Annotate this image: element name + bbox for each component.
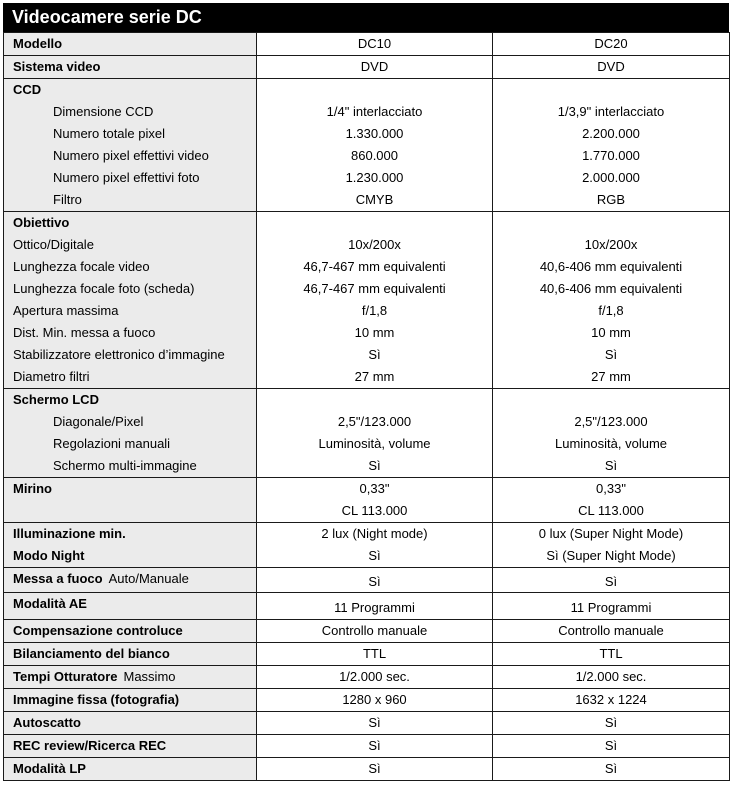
column-header-dc20: DC20: [493, 33, 730, 56]
spec-value-dc10: 27 mm: [354, 369, 395, 384]
spec-value-dc10: f/1,8: [361, 303, 388, 318]
spec-value-dc10-cell: [257, 523, 493, 568]
spec-label: Schermo LCD: [13, 392, 99, 407]
spec-group: [4, 523, 730, 568]
spec-value-dc10: 1/4" interlacciato: [326, 104, 423, 119]
spec-label: Mirino: [13, 481, 52, 496]
spec-label-cell: [4, 56, 257, 79]
spec-group: [4, 79, 730, 212]
spec-label-cell: [4, 568, 257, 593]
column-header-model: Modello: [4, 33, 257, 56]
spec-value-dc10: 1.230.000: [345, 170, 404, 185]
spec-label: Numero totale pixel: [53, 126, 165, 141]
spec-label-cell: [4, 79, 257, 212]
spec-label: CCD: [13, 82, 42, 97]
spec-value-dc10: 1/2.000 sec.: [339, 669, 410, 684]
spec-value-dc10-cell: [257, 79, 493, 212]
spec-value-dc20: Sì: [604, 738, 618, 753]
spec-value-dc20-cell: [493, 712, 730, 735]
spec-value-dc20: 1/3,9" interlacciato: [557, 104, 665, 119]
spec-value-dc10: [257, 79, 492, 101]
spec-label: Dimensione CCD: [53, 104, 154, 119]
spec-value-dc10-cell: [257, 735, 493, 758]
spec-label: Modalità LP: [13, 761, 86, 776]
spec-label: Numero pixel effettivi foto: [53, 170, 200, 185]
spec-value-dc10: Sì: [368, 715, 381, 730]
spec-value-dc20-cell: [493, 689, 730, 712]
spec-value-dc10-cell: [257, 666, 493, 689]
spec-value-dc10: 10x/200x: [348, 237, 401, 252]
spec-value-dc20: [493, 79, 729, 101]
spec-value-dc10-cell: [257, 212, 493, 389]
spec-label: Compensazione controluce: [13, 623, 183, 638]
spec-value-dc10: Luminosità, volume: [318, 436, 431, 451]
spec-group: [4, 568, 730, 593]
spec-label: REC review/Ricerca REC: [13, 738, 167, 753]
spec-value-dc20: 2.000.000: [582, 170, 640, 185]
spec-value-dc10: [257, 389, 492, 411]
spec-value-dc10: 0,33": [359, 481, 390, 496]
spec-label: Immagine fissa (fotografia): [13, 692, 180, 707]
spec-value-dc20: 1632 x 1224: [575, 692, 647, 707]
spec-value-dc10: Sì: [368, 738, 381, 753]
spec-value-dc20: 2.200.000: [582, 126, 640, 141]
spec-value-dc20: Luminosità, volume: [555, 436, 667, 451]
spec-value-dc10: 860.000: [351, 148, 398, 163]
spec-label-cell: [4, 523, 257, 568]
spec-group: [4, 712, 730, 735]
spec-value-dc20: [493, 389, 729, 411]
spec-label: Autoscatto: [13, 715, 81, 730]
spec-label: Tempi Otturatore: [13, 669, 118, 684]
spec-table: [3, 32, 730, 781]
spec-value-dc20: 2,5"/123.000: [574, 414, 648, 429]
spec-group: [4, 478, 730, 523]
spec-value-dc10-cell: [257, 389, 493, 478]
spec-label-cell: [4, 735, 257, 758]
spec-label: Bilanciamento del bianco: [13, 646, 170, 661]
spec-value-dc20-cell: [493, 212, 730, 389]
spec-group: [4, 735, 730, 758]
spec-value-dc20: 10 mm: [591, 325, 631, 340]
spec-value-dc20-cell: [493, 735, 730, 758]
spec-value-dc10: DVD: [360, 59, 389, 74]
spec-value-dc10: 10 mm: [354, 325, 395, 340]
spec-value-dc10: Sì: [368, 347, 381, 362]
spec-value-dc10: 2,5"/123.000: [337, 414, 412, 429]
spec-group: [4, 212, 730, 389]
spec-value-dc10: Controllo manuale: [321, 623, 428, 638]
spec-label-cell: [4, 712, 257, 735]
spec-value-dc10-cell: [257, 56, 493, 79]
spec-group: [4, 389, 730, 478]
spec-value-dc10: Sì: [368, 458, 381, 473]
spec-label: Regolazioni manuali: [53, 436, 171, 451]
spec-value-dc20: Sì: [604, 574, 618, 589]
spec-label: Ottico/Digitale: [13, 237, 94, 252]
table-header-row: [4, 33, 730, 56]
spec-value-dc20: DVD: [597, 59, 625, 74]
spec-label: Filtro: [53, 192, 82, 207]
spec-label-cell: [4, 478, 257, 523]
spec-value-dc20-cell: [493, 389, 730, 478]
page-title: Videocamere serie DC: [3, 3, 729, 32]
spec-value-dc20: Sì: [604, 458, 618, 473]
spec-value-dc20-cell: [493, 758, 730, 781]
spec-value-dc10: Sì: [368, 761, 381, 776]
spec-value-dc10-cell: [257, 712, 493, 735]
spec-label-cell: [4, 389, 257, 478]
spec-value-dc10-cell: [257, 568, 493, 593]
spec-value-dc20: 1/2.000 sec.: [575, 669, 647, 684]
spec-group: [4, 643, 730, 666]
spec-label-cell: [4, 643, 257, 666]
spec-label-cell: [4, 758, 257, 781]
spec-label-cell: [4, 689, 257, 712]
spec-value-dc10-cell: [257, 620, 493, 643]
spec-value-dc20-cell: [493, 79, 730, 212]
spec-value-dc20-cell: [493, 666, 730, 689]
spec-label: Lunghezza focale foto (scheda): [13, 281, 195, 296]
spec-label-note: Massimo: [123, 669, 176, 684]
spec-value-dc10: TTL: [362, 646, 387, 661]
spec-value-dc10: 46,7-467 mm equivalenti: [303, 259, 446, 274]
spec-label: Obiettivo: [13, 215, 70, 230]
spec-value-dc20: Sì: [604, 347, 618, 362]
spec-label-cell: [4, 620, 257, 643]
spec-value-dc20: 40,6-406 mm equivalenti: [539, 281, 683, 296]
spec-label: Numero pixel effettivi video: [53, 148, 209, 163]
spec-label: Sistema video: [13, 59, 101, 74]
spec-value-dc20: Sì (Super Night Mode): [546, 548, 676, 563]
spec-value-dc10-cell: [257, 478, 493, 523]
spec-label: Modalità AE: [13, 596, 87, 611]
spec-value-dc20: 10x/200x: [584, 237, 638, 252]
spec-label: Schermo multi-immagine: [53, 458, 197, 473]
spec-value-dc20: 0 lux (Super Night Mode): [538, 526, 684, 541]
spec-value-dc20: 0,33": [596, 481, 626, 496]
spec-value-dc10: Sì: [368, 548, 381, 563]
spec-value-dc10: 1280 x 960: [342, 692, 407, 707]
spec-label-cell: [4, 593, 257, 620]
spec-group: [4, 593, 730, 620]
spec-value-dc10: Sì: [368, 574, 381, 589]
spec-group: [4, 620, 730, 643]
spec-value-dc20: RGB: [596, 192, 626, 207]
spec-label: Illuminazione min.: [13, 526, 126, 541]
spec-value-dc10: 11 Programmi: [334, 600, 415, 615]
spec-label-cell: [4, 212, 257, 389]
spec-value-dc10-cell: [257, 593, 493, 620]
spec-value-dc20: [493, 212, 729, 234]
spec-table-body: [4, 33, 730, 781]
spec-value-dc20: Sì: [604, 761, 618, 776]
spec-label: Lunghezza focale video: [13, 259, 150, 274]
spec-value-dc20: 40,6-406 mm equivalenti: [539, 259, 683, 274]
spec-label: Modo Night: [13, 548, 85, 563]
spec-group: [4, 56, 730, 79]
spec-value-dc20: 1.770.000: [582, 148, 640, 163]
spec-value-dc10: [257, 212, 492, 234]
spec-label-note: Auto/Manuale: [108, 571, 189, 586]
spec-value-dc20-cell: [493, 643, 730, 666]
spec-group: [4, 666, 730, 689]
spec-value-dc20-cell: [493, 593, 730, 620]
spec-group: [4, 758, 730, 781]
spec-label: Diagonale/Pixel: [53, 414, 144, 429]
spec-value-dc20: CL 113.000: [578, 503, 644, 518]
spec-value-dc20-cell: [493, 478, 730, 523]
spec-value-dc10: 46,7-467 mm equivalenti: [303, 281, 446, 296]
spec-label-cell: [4, 666, 257, 689]
spec-value-dc10: CL 113.000: [341, 503, 408, 518]
spec-label: Dist. Min. messa a fuoco: [13, 325, 156, 340]
spec-value-dc20: Sì: [604, 715, 618, 730]
spec-group: [4, 689, 730, 712]
spec-label: Messa a fuoco: [13, 571, 103, 586]
spec-value-dc10: 1.330.000: [345, 126, 404, 141]
spec-value-dc10-cell: [257, 689, 493, 712]
spec-label: Apertura massima: [13, 303, 119, 318]
spec-value-dc20: Controllo manuale: [558, 623, 664, 638]
spec-label-line: [4, 568, 256, 592]
spec-value-dc10-cell: [257, 643, 493, 666]
spec-label: [4, 500, 256, 522]
spec-value-dc20: 11 Programmi: [570, 600, 652, 615]
spec-value-dc20-cell: [493, 523, 730, 568]
spec-value-dc10-cell: [257, 758, 493, 781]
spec-value-dc20: f/1,8: [598, 303, 624, 318]
spec-value-dc20: 27 mm: [591, 369, 631, 384]
spec-value-dc20-cell: [493, 56, 730, 79]
spec-value-dc20-cell: [493, 620, 730, 643]
spec-value-dc20-cell: [493, 568, 730, 593]
spec-label: Stabilizzatore elettronico d’immagine: [13, 347, 225, 362]
spec-label: Diametro filtri: [13, 369, 90, 384]
spec-value-dc10: 2 lux (Night mode): [321, 526, 428, 541]
spec-label-line: [4, 666, 256, 688]
column-header-dc10: DC10: [257, 33, 493, 56]
spec-value-dc10: CMYB: [355, 192, 394, 207]
spec-value-dc20: TTL: [599, 646, 623, 661]
